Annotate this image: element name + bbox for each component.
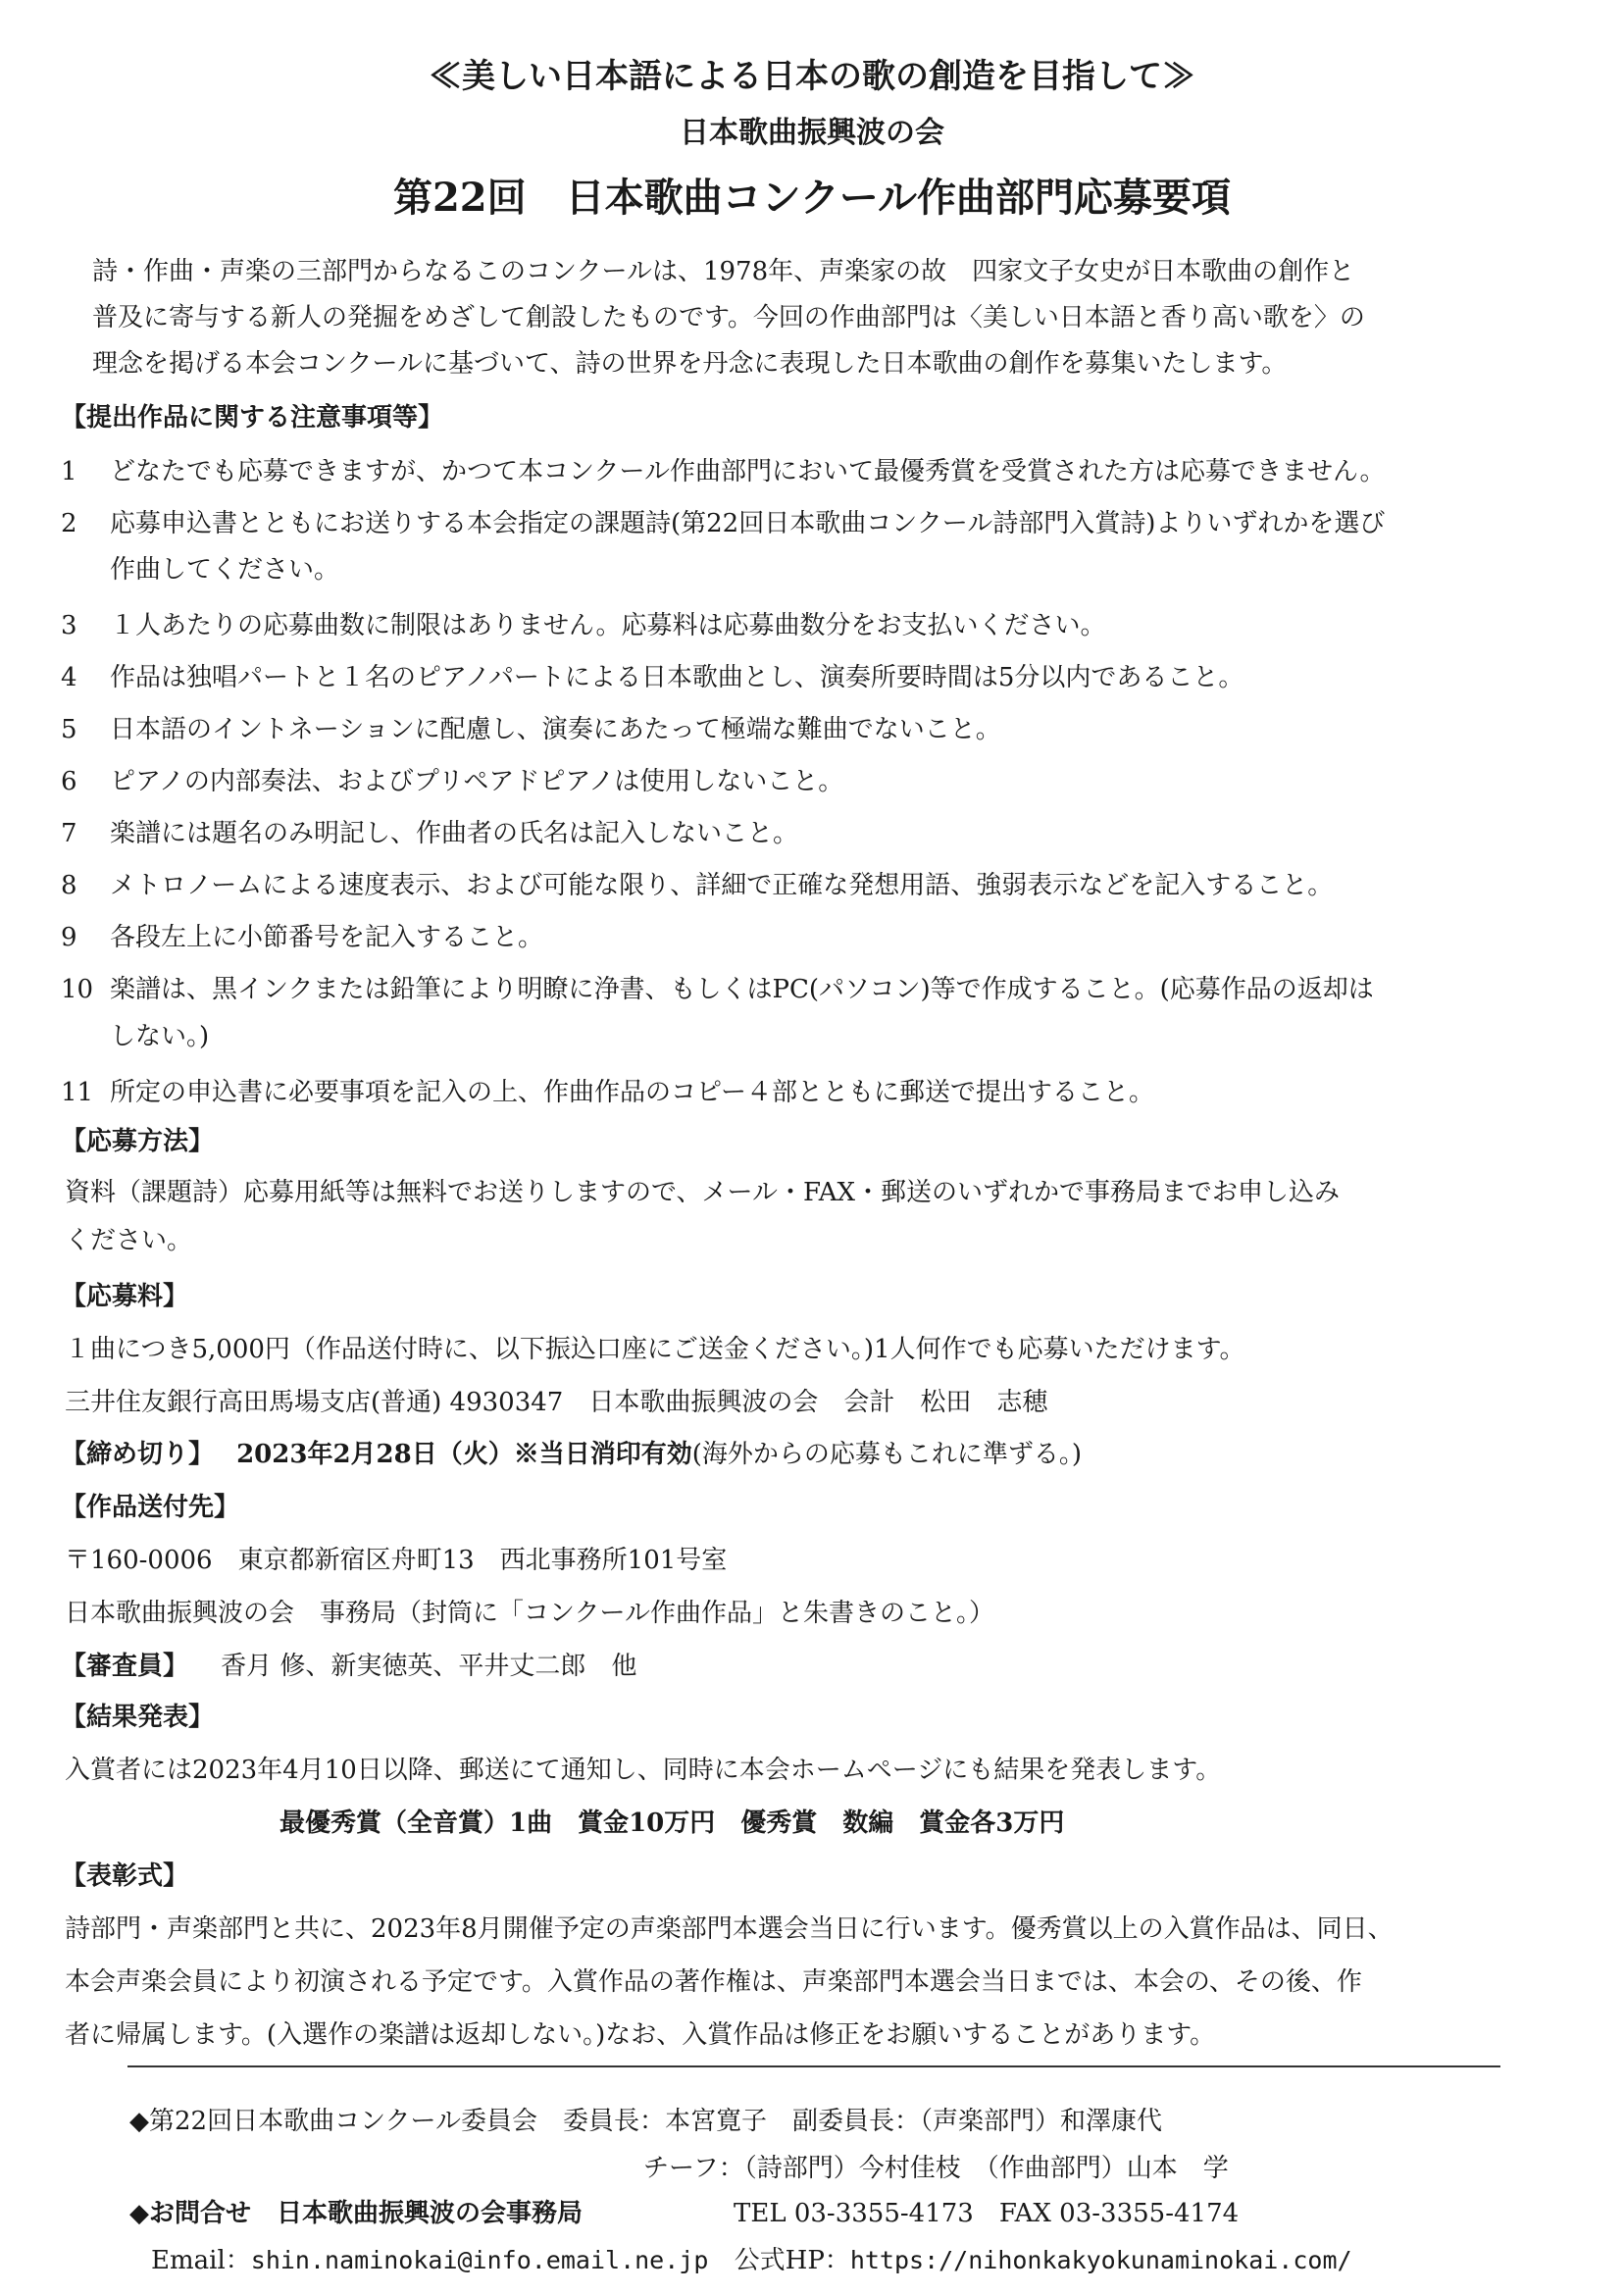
note-text: 作品は独唱パートと１名のピアノパートによる日本歌曲とし、演奏所要時間は5分以内であること。 <box>110 663 1244 692</box>
bank-account-line: 三井住友銀行高田馬場支店(普通) 4930347 日本歌曲振興波の会 会計 松田 志穂 <box>65 1388 1048 1417</box>
note-number: 8 <box>61 871 77 900</box>
note-text: ピアノの内部奏法、およびプリペアドピアノは使用しないこと。 <box>110 767 844 796</box>
chiefs-line: チーフ：（詩部門）今村佳枝 （作曲部門）山本 学 <box>643 2154 1229 2183</box>
slogan-subtitle: ≪美しい日本語による日本の歌の創造を目指して≫ <box>429 57 1195 96</box>
method-heading: 【応募方法】 <box>61 1127 215 1156</box>
page-title: 第22回 日本歌曲コンクール作曲部門応募要項 <box>392 175 1232 221</box>
results-line-1: 入賞者には2023年4月10日以降、郵送にて通知し、同時に本会ホームページにも結果を発表します。 <box>65 1756 1222 1785</box>
note-number: 5 <box>61 715 77 744</box>
contact-label: ◆お問合せ 日本歌曲振興波の会事務局 <box>129 2199 583 2228</box>
deadline-date: 2023年2月28日（火）※当日消印有効 <box>236 1440 692 1469</box>
website-link[interactable]: https://nihonkakyokunaminokai.com/ <box>849 2246 1352 2274</box>
note-text: 楽譜には題名のみ明記し、作曲者の氏名は記入しないこと。 <box>110 819 799 848</box>
note-item-3 <box>61 605 1106 641</box>
address-line-2: 日本歌曲振興波の会 事務局（封筒に「コンクール作曲作品」と朱書きのこと。） <box>65 1599 994 1628</box>
note-item-6 <box>61 761 843 797</box>
tel-fax: TEL 03-3355-4173 FAX 03-3355-4174 <box>734 2199 1240 2228</box>
note-text: 日本語のイントネーションに配慮し、演奏にあたって極端な難曲でないこと。 <box>110 715 1001 744</box>
organization-name: 日本歌曲振興波の会 <box>680 116 944 150</box>
fee-heading: 【応募料】 <box>61 1282 189 1311</box>
note-item-2 <box>61 503 1385 539</box>
note-item-8 <box>61 865 1333 901</box>
note-item-1 <box>61 451 1386 487</box>
deadline-label: 【締め切り】 <box>61 1440 215 1469</box>
deadline-row <box>61 1434 1082 1470</box>
note-number: 1 <box>61 457 77 486</box>
deadline-note: (海外からの応募もこれに準ずる。) <box>691 1440 1083 1469</box>
prize-line: 最優秀賞（全音賞）1曲 賞金10万円 優秀賞 数編 賞金各3万円 <box>279 1809 1065 1838</box>
address-heading: 【作品送付先】 <box>61 1493 240 1522</box>
judges-names: 香月 修、新実徳英、平井丈二郎 他 <box>221 1652 637 1681</box>
note-number: 4 <box>61 663 77 692</box>
note-item-5 <box>61 709 1001 745</box>
intro-line-1: 詩・作曲・声楽の三部門からなるこのコンクールは、1978年、声楽家の故 四家文子女史が日本歌曲の創作と <box>92 257 1355 286</box>
note-item-7 <box>61 813 798 849</box>
judges-label: 【審査員】 <box>61 1652 189 1681</box>
note-text: 応募申込書とともにお送りする本会指定の課題詩(第22回日本歌曲コンクール詩部門入賞詩)よりいずれかを選び <box>110 509 1386 538</box>
note-number: 6 <box>61 767 77 796</box>
note-text: どなたでも応募できますが、かつて本コンクール作曲部門において最優秀賞を受賞された方は応募できません。 <box>110 457 1386 486</box>
note-number: 3 <box>61 611 77 640</box>
email-row <box>151 2240 1352 2276</box>
notes-heading: 【提出作品に関する注意事項等】 <box>61 403 444 433</box>
note-text: 楽譜は、黒インクまたは鉛筆により明瞭に浄書、もしくはPC(パソコン)等で作成すること。(応募作品の返却は <box>110 975 1374 1004</box>
note-item-2-continuation: 作曲してください。 <box>110 555 340 585</box>
ceremony-line-2: 本会声楽会員により初演される予定です。入賞作品の著作権は、声楽部門本選会当日までは、本会の、その後、作 <box>65 1967 1362 1997</box>
fee-line-1: １曲につき5,000円（作品送付時に、以下振込口座にご送金ください。)1人何作でも応募いただけます。 <box>65 1335 1245 1364</box>
note-number: 10 <box>61 975 94 1004</box>
intro-line-2: 普及に寄与する新人の発掘をめざして創設したものです。今回の作曲部門は〈美しい日本語と香り高い歌を〉の <box>92 303 1365 332</box>
note-item-10-continuation: しない。) <box>110 1022 210 1051</box>
note-number: 7 <box>61 819 77 848</box>
email-link[interactable]: shin.naminokai@info.email.ne.jp <box>250 2246 709 2274</box>
note-text: メトロノームによる速度表示、および可能な限り、詳細で正確な発想用語、強弱表示などを記入すること。 <box>110 871 1334 900</box>
note-item-9 <box>61 917 543 953</box>
hp-label: 公式HP： <box>734 2246 850 2275</box>
note-item-11 <box>61 1072 1154 1108</box>
note-item-10 <box>61 969 1374 1005</box>
note-text: 所定の申込書に必要事項を記入の上、作曲作品のコピー４部とともに郵送で提出すること。 <box>110 1078 1154 1107</box>
note-text: 各段左上に小節番号を記入すること。 <box>110 923 544 952</box>
note-number: 11 <box>61 1078 94 1107</box>
method-line-2: ください。 <box>65 1226 193 1255</box>
results-heading: 【結果発表】 <box>61 1703 215 1732</box>
ceremony-line-1: 詩部門・声楽部門と共に、2023年8月開催予定の声楽部門本選会当日に行います。優秀賞以上の入賞作品は、同日、 <box>65 1914 1394 1944</box>
ceremony-heading: 【表彰式】 <box>61 1861 189 1891</box>
note-number: 9 <box>61 923 77 952</box>
committee-line: ◆第22回日本歌曲コンクール委員会 委員長：本宮寛子 副委員長：（声楽部門）和澤康代 <box>129 2107 1163 2136</box>
email-label: Email： <box>151 2246 251 2275</box>
footer-divider <box>127 2065 1500 2067</box>
intro-line-3: 理念を掲げる本会コンクールに基づいて、詩の世界を丹念に表現した日本歌曲の創作を募集いたします。 <box>92 349 1288 379</box>
judges-row <box>61 1646 636 1682</box>
note-text: １人あたりの応募曲数に制限はありません。応募料は応募曲数分をお支払いください。 <box>110 611 1106 640</box>
method-line-1: 資料（課題詩）応募用紙等は無料でお送りしますので、メール・FAX・郵送のいずれかで事務局までお申し込み <box>65 1178 1341 1207</box>
note-item-4 <box>61 657 1243 693</box>
note-number: 2 <box>61 509 77 538</box>
address-line-1: 〒160-0006 東京都新宿区舟町13 西北事務所101号室 <box>65 1546 728 1575</box>
ceremony-line-3: 者に帰属します。(入選作の楽譜は返却しない。)なお、入賞作品は修正をお願いすることがあります。 <box>65 2020 1216 2050</box>
